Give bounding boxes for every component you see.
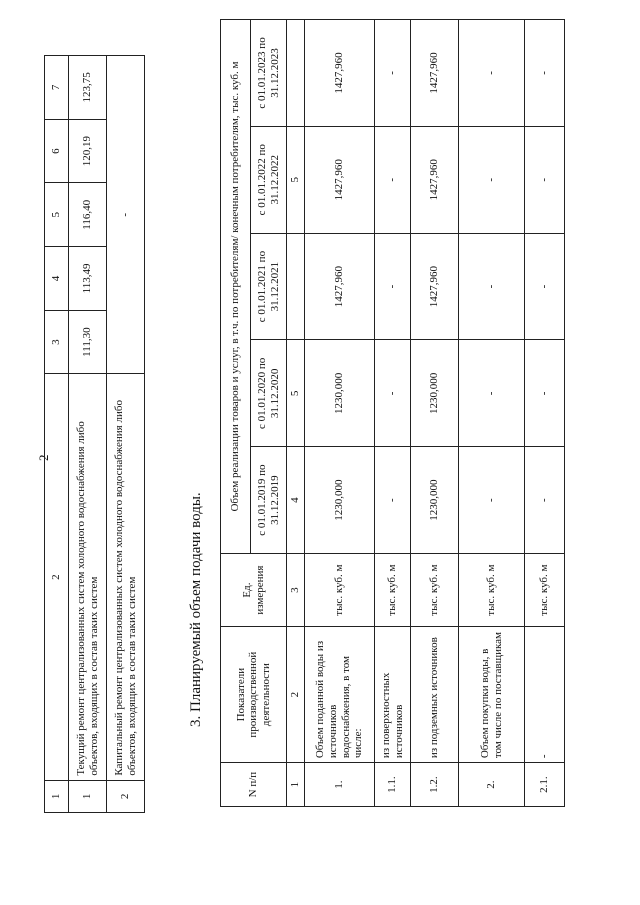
value-cell: - <box>375 340 411 447</box>
value-cell: 111,30 <box>69 310 107 374</box>
table-header-row <box>45 56 69 813</box>
number-cell: 4 <box>287 447 305 554</box>
number-cell <box>287 20 305 127</box>
number-cell: 3 <box>287 554 305 627</box>
value-cell: - <box>525 447 565 554</box>
number-cell: 1 <box>287 763 305 807</box>
value-cell: - <box>459 447 525 554</box>
value-cell: - <box>459 126 525 233</box>
row-number: 1 <box>69 780 107 812</box>
value-cell: - <box>525 20 565 127</box>
header-cell: 4 <box>45 247 69 311</box>
number-cell: 2 <box>287 627 305 763</box>
header-cell: 7 <box>45 56 69 120</box>
period-cell: с 01.01.2020 по 31.12.2020 <box>251 340 287 447</box>
header-volume: Объем реализации товаров и услуг, в т.ч. по потребителям/ конечным потребителям, тыс. куб. м <box>221 20 251 554</box>
row-name: Объем покупки воды, в том числе по поставщикам <box>459 627 525 763</box>
section-title: 3. Планируемый объем подачи воды. <box>188 492 204 727</box>
repair-costs-table <box>44 55 145 813</box>
value-cell: - <box>459 20 525 127</box>
value-cell: - <box>459 233 525 340</box>
value-cell: 120,19 <box>69 119 107 183</box>
row-unit: тыс. куб. м <box>459 554 525 627</box>
row-number: 1. <box>305 763 375 807</box>
table-row <box>411 20 459 807</box>
row-number: 1.2. <box>411 763 459 807</box>
row-unit: тыс. куб. м <box>305 554 375 627</box>
row-number: 2 <box>107 780 145 812</box>
value-cell: 1427,960 <box>305 233 375 340</box>
period-cell: с 01.01.2022 по 31.12.2022 <box>251 126 287 233</box>
value-cell: - <box>459 340 525 447</box>
value-cell: 116,40 <box>69 183 107 247</box>
value-cell: 1230,000 <box>411 447 459 554</box>
value-cell: 1230,000 <box>305 447 375 554</box>
value-cell: - <box>525 340 565 447</box>
header-cell: 5 <box>45 183 69 247</box>
row-number: 2.1. <box>525 763 565 807</box>
water-supply-table <box>220 19 565 807</box>
period-cell: с 01.01.2021 по 31.12.2021 <box>251 233 287 340</box>
table-row <box>69 56 107 813</box>
row-name: Капитальный ремонт централизованных систем холодного водоснабжения либо объектов, входящих в состав таких систем <box>107 374 145 780</box>
row-name: - <box>525 627 565 763</box>
header-n: N п/п <box>221 763 287 807</box>
number-cell <box>287 233 305 340</box>
value-cell: - <box>375 126 411 233</box>
value-cell: 1230,000 <box>411 340 459 447</box>
header-cell: 3 <box>45 310 69 374</box>
value-cell: - <box>525 233 565 340</box>
value-cell: 1427,960 <box>305 20 375 127</box>
value-cell: - <box>375 233 411 340</box>
page-number: 2 <box>36 454 51 461</box>
period-cell: с 01.01.2019 по 31.12.2019 <box>251 447 287 554</box>
value-cell: 1427,960 <box>411 126 459 233</box>
row-unit: тыс. куб. м <box>525 554 565 627</box>
table-row <box>525 20 565 807</box>
row-name: из подземных источников <box>411 627 459 763</box>
header-indicator: Показатели производственной деятельности <box>221 627 287 763</box>
row-name: из поверхностных источников <box>375 627 411 763</box>
number-cell: 5 <box>287 340 305 447</box>
value-cell: 1427,960 <box>305 126 375 233</box>
header-unit: Ед. измерения <box>221 554 287 627</box>
row-unit: тыс. куб. м <box>375 554 411 627</box>
header-row <box>221 20 251 807</box>
row-name: Текущий ремонт централизованных систем холодного водоснабжения либо объектов, входящих в состав таких систем <box>69 374 107 780</box>
table-row <box>107 56 145 813</box>
row-number: 2. <box>459 763 525 807</box>
number-cell: 5 <box>287 126 305 233</box>
merged-value-cell: - <box>107 56 145 374</box>
header-cell: 6 <box>45 119 69 183</box>
value-cell: 113,49 <box>69 247 107 311</box>
value-cell: 123,75 <box>69 56 107 120</box>
value-cell: 1230,000 <box>305 340 375 447</box>
table-row <box>459 20 525 807</box>
value-cell: 1427,960 <box>411 233 459 340</box>
header-cell: 2 <box>45 374 69 780</box>
period-cell: с 01.01.2023 по 31.12.2023 <box>251 20 287 127</box>
row-name: Объем поданной воды из источников водоснабжения, в том числе: <box>305 627 375 763</box>
row-unit: тыс. куб. м <box>411 554 459 627</box>
table-row <box>375 20 411 807</box>
value-cell: - <box>375 20 411 127</box>
table-row <box>305 20 375 807</box>
header-cell: 1 <box>45 780 69 812</box>
numbering-row <box>287 20 305 807</box>
value-cell: 1427,960 <box>411 20 459 127</box>
value-cell: - <box>375 447 411 554</box>
row-number: 1.1. <box>375 763 411 807</box>
value-cell: - <box>525 126 565 233</box>
